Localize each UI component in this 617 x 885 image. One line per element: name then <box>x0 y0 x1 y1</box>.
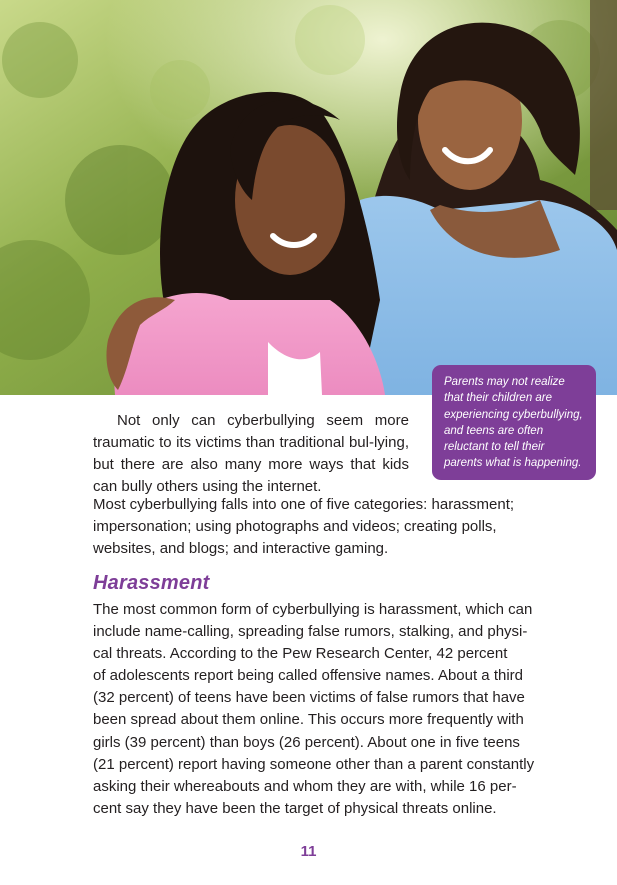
photo-caption: Parents may not realize that their children are experiencing cyberbullying, and teens are often reluctant to tell their parents what is happening. <box>432 365 596 480</box>
intro-paragraph-part1: Not only can cyberbullying seem more traumatic to its victims than traditional bul-lying, but there are also many more ways that kids can bully others using the internet. <box>93 412 409 496</box>
page-number: 11 <box>300 843 317 860</box>
intro-paragraph-part2: Most cyberbullying falls into one of five categories: harassment; impersonation; using photographs and videos; creating polls, websites, and blogs; and interactive gaming. <box>93 496 515 558</box>
section-body: The most common form of cyberbullying is harassment, which can include name-calling, spreading false rumors, stalking, and physi- cal threats. According to the Pew Research Center, 42 percent of adolescents report being called offensive names. About a third (32 percent) of teens have been victims of false rumors that have been spread about them online. This occurs more frequently with girls (39 percent) than boys (26 percent). About one in five teens (21 percent) report having someone other than a parent constantly asking their whereabouts and whom they are with, while 16 per- cent say they have been the target of physical threats online. <box>93 601 535 817</box>
section-heading: Harassment <box>93 572 210 594</box>
two-women-photo <box>0 0 617 395</box>
